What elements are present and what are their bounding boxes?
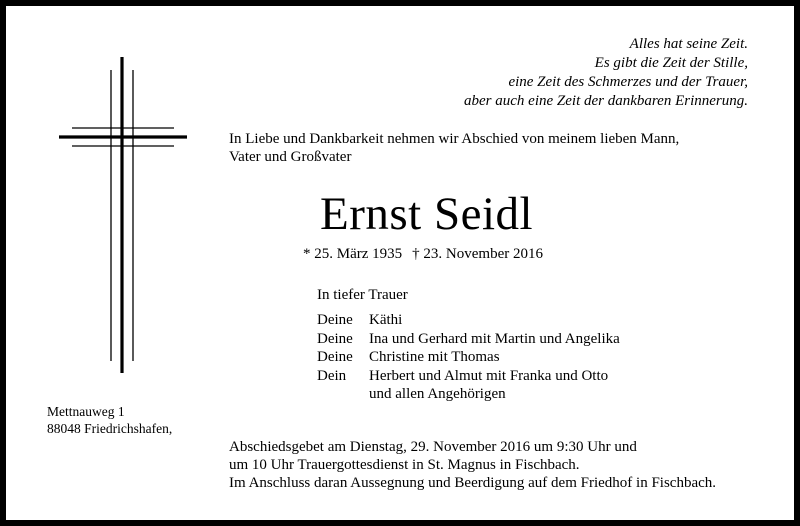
intro-line: Vater und Großvater (229, 148, 352, 165)
relatives-list (317, 311, 620, 404)
relative-prefix (317, 385, 369, 404)
relative-prefix: Deine (317, 349, 353, 365)
mourning-label: In tiefer Trauer (317, 287, 408, 303)
relative-row (317, 330, 620, 349)
address-street: Mettnauweg 1 (47, 404, 125, 419)
relative-names: und allen Angehörigen (369, 386, 506, 402)
service-line: um 10 Uhr Trauergottesdienst in St. Magnus in Fischbach. (229, 457, 580, 473)
death-date: † 23. November 2016 (412, 246, 543, 262)
service-line: Abschiedsgebet am Dienstag, 29. November 2016 um 9:30 Uhr und (229, 439, 637, 455)
relative-names: Käthi (369, 312, 403, 328)
relative-row (317, 385, 620, 404)
birth-date: * 25. März 1935 (303, 246, 403, 262)
life-dates (303, 245, 543, 263)
intro-line: In Liebe und Dankbarkeit nehmen wir Abschied von meinem lieben Mann, (229, 131, 680, 147)
relative-prefix: Dein (317, 367, 347, 384)
deceased-name: Ernst Seidl (320, 188, 534, 240)
poem-line: Alles hat seine Zeit. (629, 36, 748, 52)
relative-names: Herbert und Almut mit Franka und Otto (369, 367, 609, 384)
relative-row (317, 348, 620, 367)
poem-line: Es gibt die Zeit der Stille, (594, 55, 748, 71)
service-info (229, 438, 716, 492)
relative-prefix: Deine (317, 312, 353, 328)
relative-row (317, 311, 620, 330)
relative-names: Christine mit Thomas (369, 349, 500, 365)
relative-names: Ina und Gerhard mit Martin und Angelika (369, 330, 620, 347)
relative-row (317, 367, 620, 386)
address-city: 88048 Friedrichshafen, (47, 420, 173, 436)
intro-text (229, 131, 679, 166)
relative-prefix: Deine (317, 330, 353, 347)
poem-line: eine Zeit des Schmerzes und der Trauer, (508, 74, 748, 90)
address (47, 404, 172, 437)
service-line: Im Anschluss daran Aussegnung und Beerdigung auf dem Friedhof in Fischbach. (229, 475, 717, 491)
poem (464, 35, 748, 111)
poem-line: aber auch eine Zeit der dankbaren Erinnerung. (464, 93, 748, 109)
